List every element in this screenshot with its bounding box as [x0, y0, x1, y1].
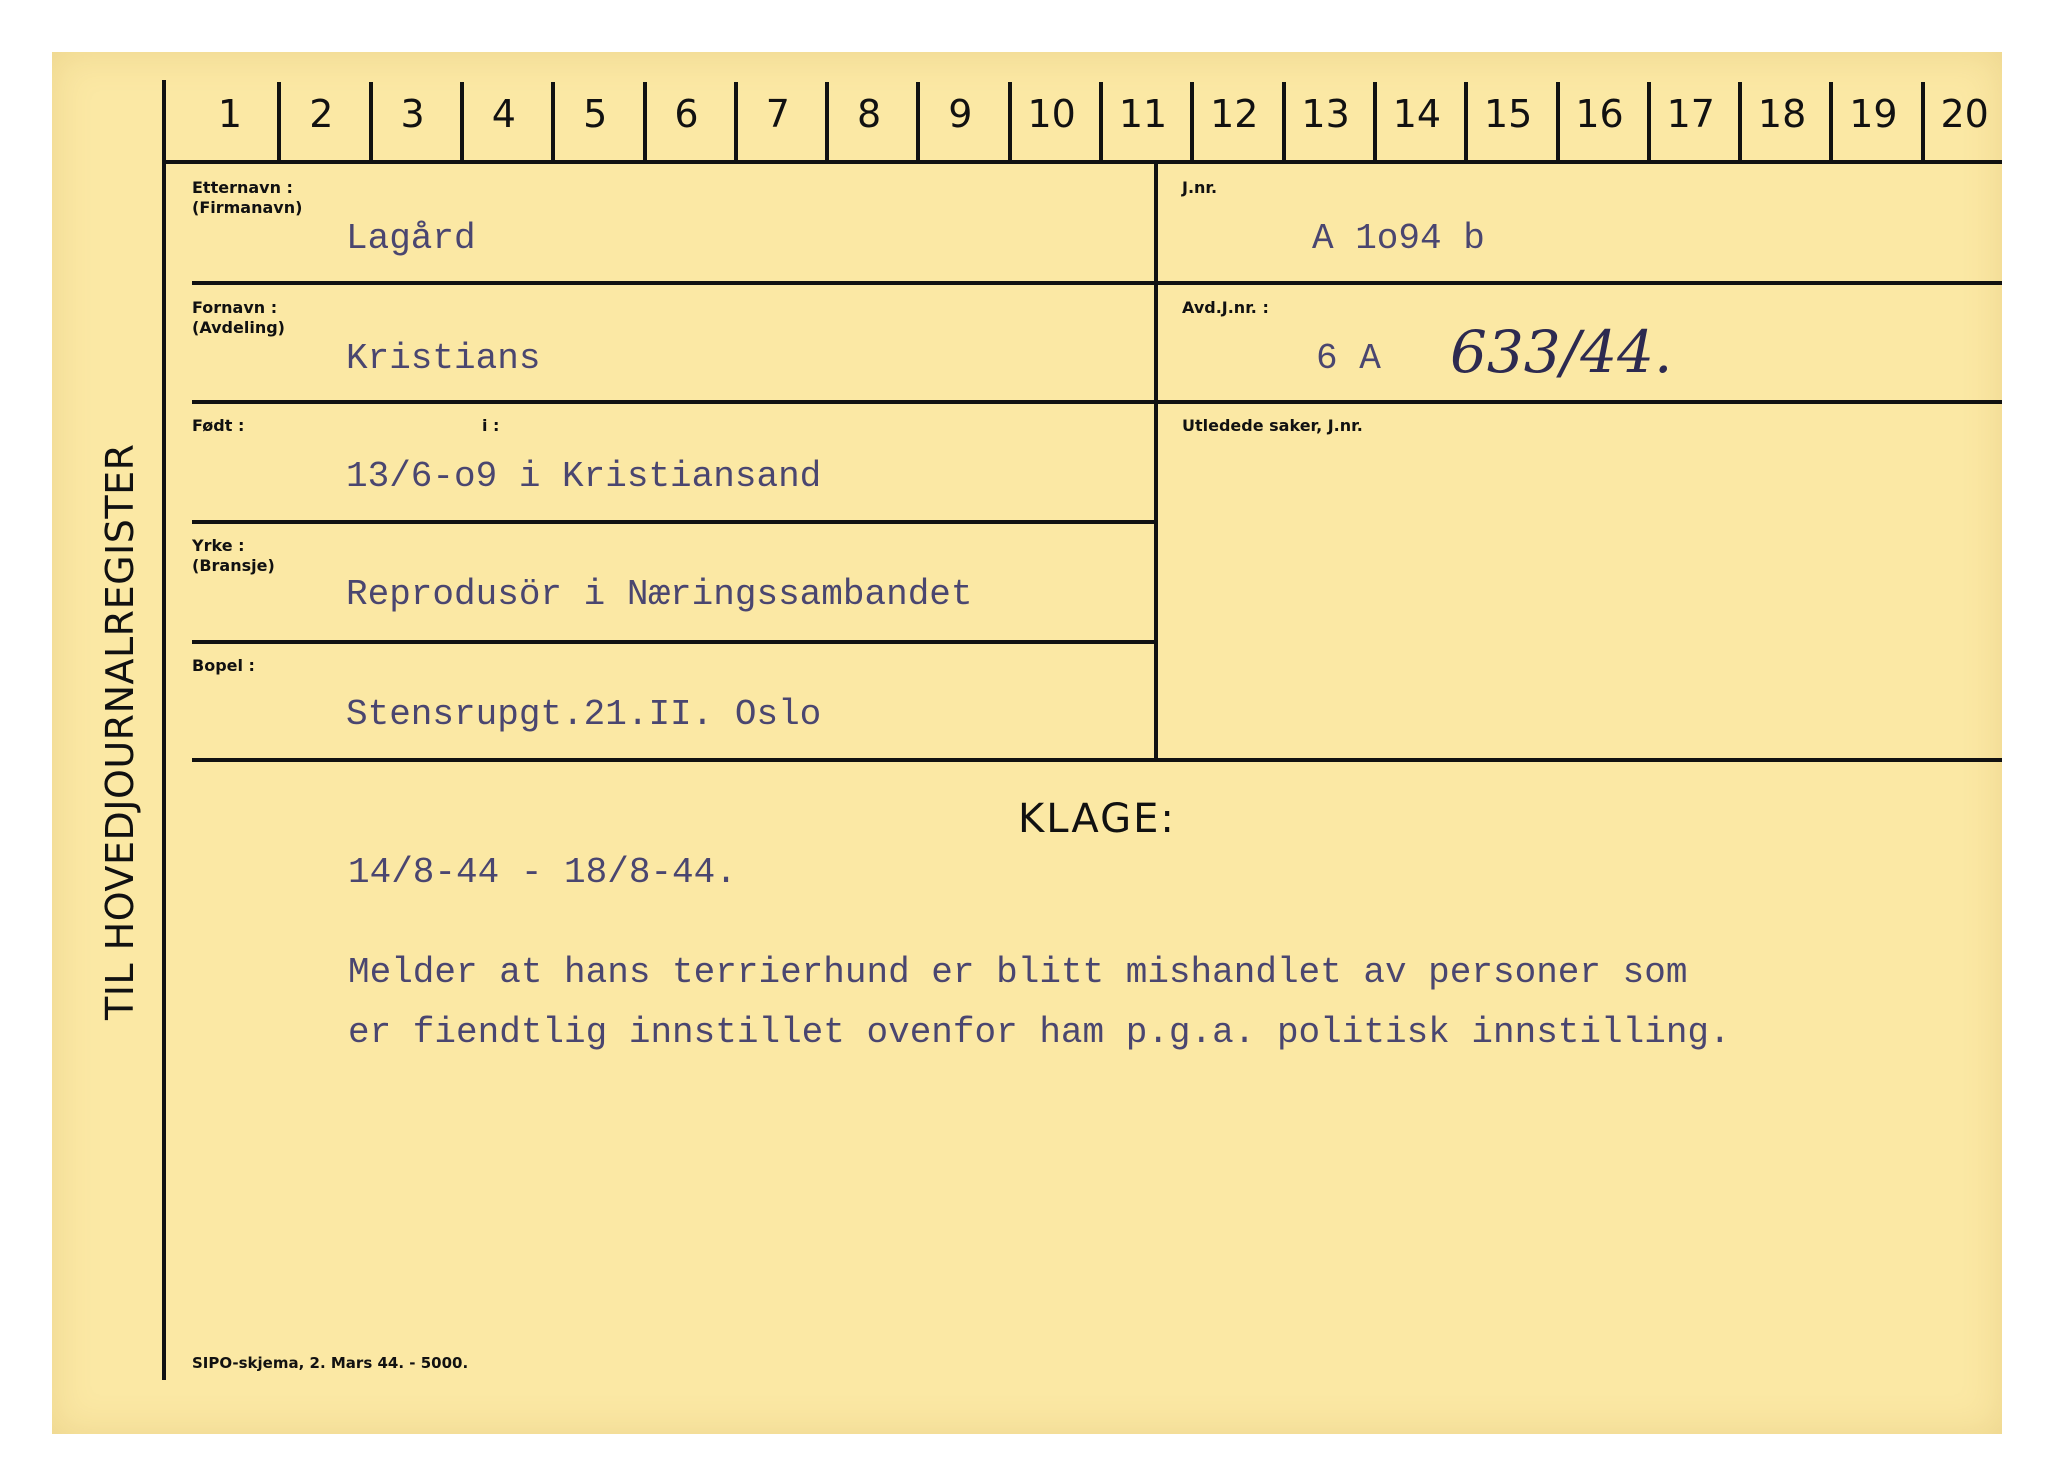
- column-number: 13: [1301, 92, 1350, 136]
- column-number: 3: [400, 92, 425, 136]
- value-bopel: Stensrupgt.21.II. Oslo: [346, 694, 822, 735]
- label-fornavn: Fornavn : (Avdeling): [192, 298, 285, 337]
- left-row-rule-3: [192, 520, 1154, 524]
- value-fodt: 13/6-o9 i Kristiansand: [346, 456, 822, 497]
- klage-dates: 14/8-44 - 18/8-44.: [348, 852, 737, 893]
- value-fornavn: Kristians: [346, 338, 541, 379]
- label-jnr: J.nr.: [1182, 178, 1218, 197]
- left-margin-rule: [162, 80, 166, 1380]
- register-card: [52, 52, 2002, 1434]
- column-number: 5: [583, 92, 608, 136]
- column-number: 11: [1118, 92, 1168, 136]
- label-etternavn: Etternavn : (Firmanavn): [192, 178, 303, 217]
- column-divider: [277, 82, 281, 160]
- left-row-rule-4: [192, 640, 1154, 644]
- column-number: 14: [1392, 92, 1442, 136]
- form-footer: SIPO-skjema, 2. Mars 44. - 5000.: [192, 1354, 469, 1372]
- column-number: 19: [1849, 92, 1898, 136]
- column-number: 17: [1666, 92, 1715, 136]
- column-number: 15: [1484, 92, 1533, 136]
- column-divider: [734, 82, 738, 160]
- column-divider: [551, 82, 555, 160]
- value-yrke: Reprodusör i Næringssambandet: [346, 574, 973, 615]
- column-divider: [1282, 82, 1286, 160]
- column-number: 10: [1027, 92, 1076, 136]
- column-number: 8: [857, 92, 882, 136]
- column-divider: [1556, 82, 1560, 160]
- label-fodt-i: i :: [482, 416, 500, 435]
- form-center-rule: [1154, 164, 1158, 758]
- form-bottom-rule: [192, 758, 2002, 762]
- left-row-rule-2: [192, 400, 1154, 404]
- column-divider: [1921, 82, 1925, 160]
- value-avdjnr-typed: 6 A: [1316, 338, 1381, 379]
- left-row-rule-1: [192, 281, 1154, 285]
- right-row-rule-1: [1158, 281, 2002, 285]
- column-divider: [1464, 82, 1468, 160]
- label-fodt: Født :: [192, 416, 245, 435]
- column-number: 4: [491, 92, 516, 136]
- column-number: 2: [309, 92, 334, 136]
- label-yrke: Yrke : (Bransje): [192, 536, 275, 575]
- header-rule: [166, 160, 2002, 164]
- value-avdjnr-handwritten: 633/44.: [1450, 318, 1673, 386]
- label-utledede: Utledede saker, J.nr.: [1182, 416, 1363, 435]
- column-divider: [825, 82, 829, 160]
- column-number: 20: [1940, 92, 1989, 136]
- column-number: 18: [1757, 92, 1807, 136]
- column-number: 7: [765, 92, 790, 136]
- column-divider: [1099, 82, 1103, 160]
- column-number: 1: [217, 92, 243, 136]
- label-avdjnr: Avd.J.nr. :: [1182, 298, 1269, 317]
- column-divider: [369, 82, 373, 160]
- value-jnr: A 1o94 b: [1312, 218, 1485, 259]
- column-number: 16: [1575, 92, 1624, 136]
- value-etternavn: Lagård: [346, 218, 476, 259]
- column-divider: [1008, 82, 1012, 160]
- column-divider: [1647, 82, 1651, 160]
- klage-line-2: er fiendtlig innstillet ovenfor ham p.g.a. politisk innstilling.: [348, 1012, 1731, 1053]
- klage-title: KLAGE:: [1018, 796, 1176, 842]
- column-divider: [916, 82, 920, 160]
- column-number: 12: [1210, 92, 1259, 136]
- right-row-rule-2: [1158, 400, 2002, 404]
- column-divider: [1373, 82, 1377, 160]
- column-divider: [460, 82, 464, 160]
- klage-line-1: Melder at hans terrierhund er blitt mishandlet av personer som: [348, 952, 1688, 993]
- side-title: TIL HOVEDJOURNALREGISTER: [98, 443, 142, 1020]
- column-divider: [1738, 82, 1742, 160]
- column-number: 6: [674, 92, 699, 136]
- column-divider: [1190, 82, 1194, 160]
- column-divider: [643, 82, 647, 160]
- label-bopel: Bopel :: [192, 656, 255, 675]
- column-divider: [1829, 82, 1833, 160]
- column-number: 9: [948, 92, 973, 136]
